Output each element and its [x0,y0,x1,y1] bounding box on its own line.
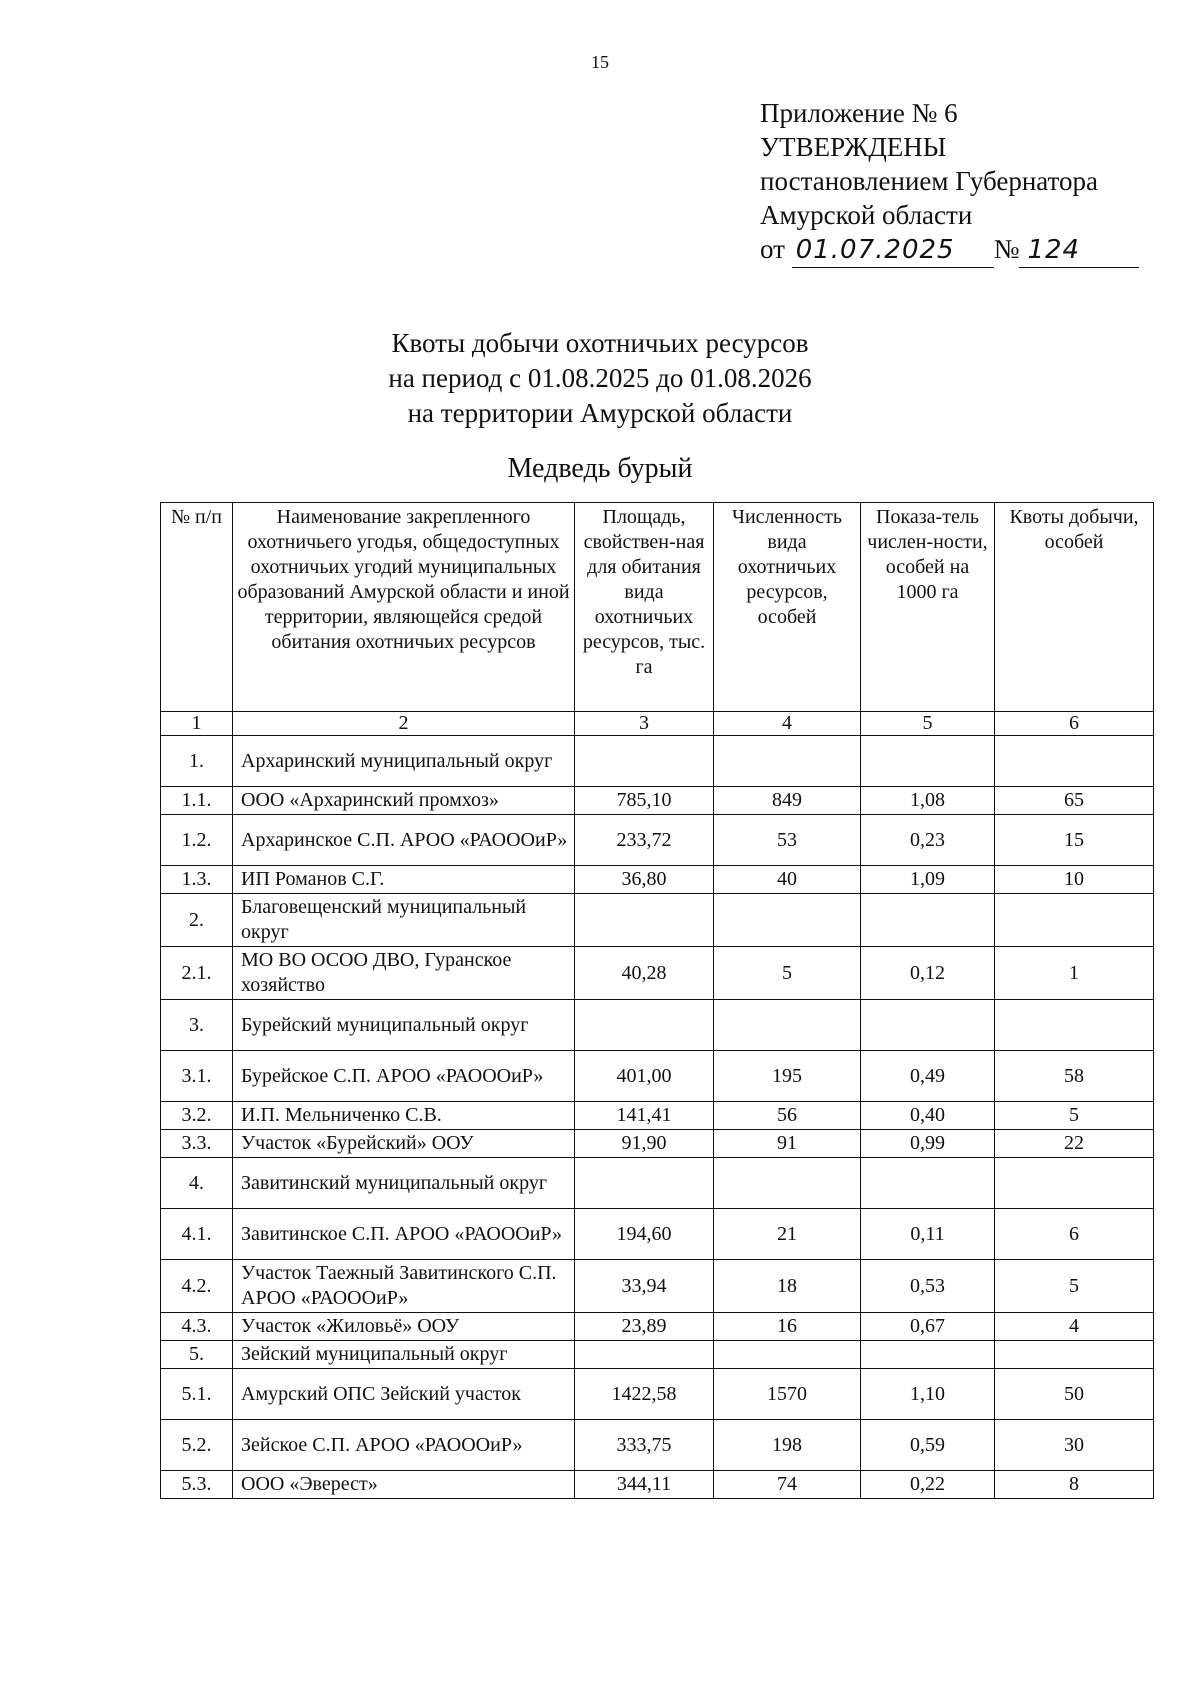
table-row [161,1420,1154,1471]
column-number: 1 [161,712,233,736]
page-number: 15 [591,52,609,72]
table-row [161,1000,1154,1051]
row-area [575,1158,714,1209]
row-number: 3.2. [161,1102,233,1130]
row-count: 56 [714,1102,861,1130]
approved-label: УТВЕРЖДЕНЫ [760,132,947,162]
row-area: 40,28 [575,947,714,1000]
document-title [0,326,1200,431]
table-row [161,1260,1154,1313]
row-area [575,1000,714,1051]
column-number: 5 [861,712,995,736]
row-count: 1570 [714,1369,861,1420]
row-density: 1,08 [861,787,995,815]
row-area: 91,90 [575,1130,714,1158]
row-name: Участок Таежный Завитинского С.П. АРОО «РАОООиР» [233,1260,575,1313]
row-count: 74 [714,1471,861,1499]
table-row [161,1471,1154,1499]
header-name: Наименование закрепленного охотничьего угодья, общедоступных охотничьих угодий муниципальных образований Амурской области и иной территории, являющейся средой обитания охотничьих ресурсов [233,503,575,712]
appendix-label: Приложение № 6 [760,98,958,128]
row-number: 1.3. [161,866,233,894]
row-count: 18 [714,1260,861,1313]
row-quota: 15 [995,815,1154,866]
row-count: 40 [714,866,861,894]
row-density: 1,10 [861,1369,995,1420]
row-area: 1422,58 [575,1369,714,1420]
row-quota: 30 [995,1420,1154,1471]
table-row [161,1051,1154,1102]
title-line-3: на территории Амурской области [407,398,793,428]
row-name: ООО «Архаринский промхоз» [233,787,575,815]
row-count: 195 [714,1051,861,1102]
row-count: 53 [714,815,861,866]
row-count: 16 [714,1313,861,1341]
row-quota [995,1341,1154,1369]
row-name: Зейский муниципальный округ [233,1341,575,1369]
row-name: Архаринское С.П. АРОО «РАОООиР» [233,815,575,866]
number-label: № [993,234,1020,264]
row-density: 0,99 [861,1130,995,1158]
row-quota [995,1000,1154,1051]
quota-table [160,502,1154,1499]
table-row [161,947,1154,1000]
row-density: 0,59 [861,1420,995,1471]
row-area: 33,94 [575,1260,714,1313]
row-density: 0,22 [861,1471,995,1499]
row-density: 0,12 [861,947,995,1000]
row-area: 23,89 [575,1313,714,1341]
row-number: 4.1. [161,1209,233,1260]
row-area: 36,80 [575,866,714,894]
row-quota: 10 [995,866,1154,894]
row-area [575,1341,714,1369]
row-count: 5 [714,947,861,1000]
table-row [161,1102,1154,1130]
row-number: 5.3. [161,1471,233,1499]
row-density [861,894,995,947]
table-row [161,1130,1154,1158]
row-name: И.П. Мельниченко С.В. [233,1102,575,1130]
row-count [714,1000,861,1051]
row-density: 0,49 [861,1051,995,1102]
table-row [161,1313,1154,1341]
row-name: Участок «Бурейский» ООУ [233,1130,575,1158]
row-name: Участок «Жиловьё» ООУ [233,1313,575,1341]
row-count [714,1341,861,1369]
row-density: 0,23 [861,815,995,866]
resolution-label: постановлением Губернатора [760,166,1098,196]
row-name: Зейское С.П. АРОО «РАОООиР» [233,1420,575,1471]
row-quota: 5 [995,1102,1154,1130]
row-density: 1,09 [861,866,995,894]
table-row [161,1369,1154,1420]
row-name: ИП Романов С.Г. [233,866,575,894]
header-density: Показа-тель числен-ности, особей на 1000 га [861,503,995,712]
approval-block [760,96,1139,268]
row-number: 1.2. [161,815,233,866]
row-area: 401,00 [575,1051,714,1102]
row-number: 3. [161,1000,233,1051]
header-quota: Квоты добычи, особей [995,503,1154,712]
row-number: 2. [161,894,233,947]
row-number: 3.1. [161,1051,233,1102]
title-line-1: Квоты добычи охотничьих ресурсов [391,328,809,358]
species-subtitle: Медведь бурый [507,453,693,484]
date-prefix: от [760,234,785,264]
row-name: Архаринский муниципальный округ [233,736,575,787]
row-quota: 50 [995,1369,1154,1420]
row-area [575,736,714,787]
table-row [161,1341,1154,1369]
row-name: ООО «Эверест» [233,1471,575,1499]
header-area: Площадь, свойствен-ная для обитания вида охотничьих ресурсов, тыс. га [575,503,714,712]
row-area: 785,10 [575,787,714,815]
handwritten-date: 01.07.2025 [792,233,994,268]
row-name: Амурский ОПС Зейский участок [233,1369,575,1420]
handwritten-number: 124 [1019,233,1139,268]
row-quota: 6 [995,1209,1154,1260]
row-number: 4.3. [161,1313,233,1341]
table-row [161,1209,1154,1260]
title-line-2: на период с 01.08.2025 до 01.08.2026 [388,363,812,393]
region-label: Амурской области [760,200,973,230]
row-number: 1.1. [161,787,233,815]
row-count [714,1158,861,1209]
row-quota: 8 [995,1471,1154,1499]
row-density: 0,40 [861,1102,995,1130]
header-count: Численность вида охотничьих ресурсов, особей [714,503,861,712]
row-density: 0,53 [861,1260,995,1313]
row-quota: 5 [995,1260,1154,1313]
row-quota: 4 [995,1313,1154,1341]
row-number: 5.2. [161,1420,233,1471]
row-area: 344,11 [575,1471,714,1499]
row-quota [995,1158,1154,1209]
row-name: МО ВО ОСОО ДВО, Гуранское хозяйство [233,947,575,1000]
row-count: 849 [714,787,861,815]
row-count: 91 [714,1130,861,1158]
row-name: Завитинское С.П. АРОО «РАОООиР» [233,1209,575,1260]
row-number: 1. [161,736,233,787]
table-row [161,736,1154,787]
row-quota: 58 [995,1051,1154,1102]
column-number: 3 [575,712,714,736]
header-number: № п/п [161,503,233,712]
column-number: 6 [995,712,1154,736]
row-quota [995,894,1154,947]
row-area [575,894,714,947]
row-count: 21 [714,1209,861,1260]
date-line [760,232,1139,268]
row-area: 333,75 [575,1420,714,1471]
row-density [861,1158,995,1209]
row-number: 4. [161,1158,233,1209]
row-quota: 22 [995,1130,1154,1158]
row-quota: 1 [995,947,1154,1000]
table-row [161,787,1154,815]
row-density: 0,11 [861,1209,995,1260]
row-count [714,736,861,787]
row-name: Бурейское С.П. АРОО «РАОООиР» [233,1051,575,1102]
row-quota [995,736,1154,787]
table-row [161,1158,1154,1209]
row-number: 2.1. [161,947,233,1000]
table-header-row [161,503,1154,712]
row-density [861,736,995,787]
column-number-row [161,712,1154,736]
table-row [161,894,1154,947]
row-name: Завитинский муниципальный округ [233,1158,575,1209]
row-number: 3.3. [161,1130,233,1158]
column-number: 2 [233,712,575,736]
row-name: Бурейский муниципальный округ [233,1000,575,1051]
row-number: 5. [161,1341,233,1369]
row-name: Благовещенский муниципальный округ [233,894,575,947]
row-area: 233,72 [575,815,714,866]
row-number: 4.2. [161,1260,233,1313]
row-quota: 65 [995,787,1154,815]
column-number: 4 [714,712,861,736]
row-area: 141,41 [575,1102,714,1130]
row-density: 0,67 [861,1313,995,1341]
row-density [861,1341,995,1369]
table-row [161,866,1154,894]
row-count [714,894,861,947]
row-number: 5.1. [161,1369,233,1420]
table-row [161,815,1154,866]
row-area: 194,60 [575,1209,714,1260]
row-density [861,1000,995,1051]
row-count: 198 [714,1420,861,1471]
